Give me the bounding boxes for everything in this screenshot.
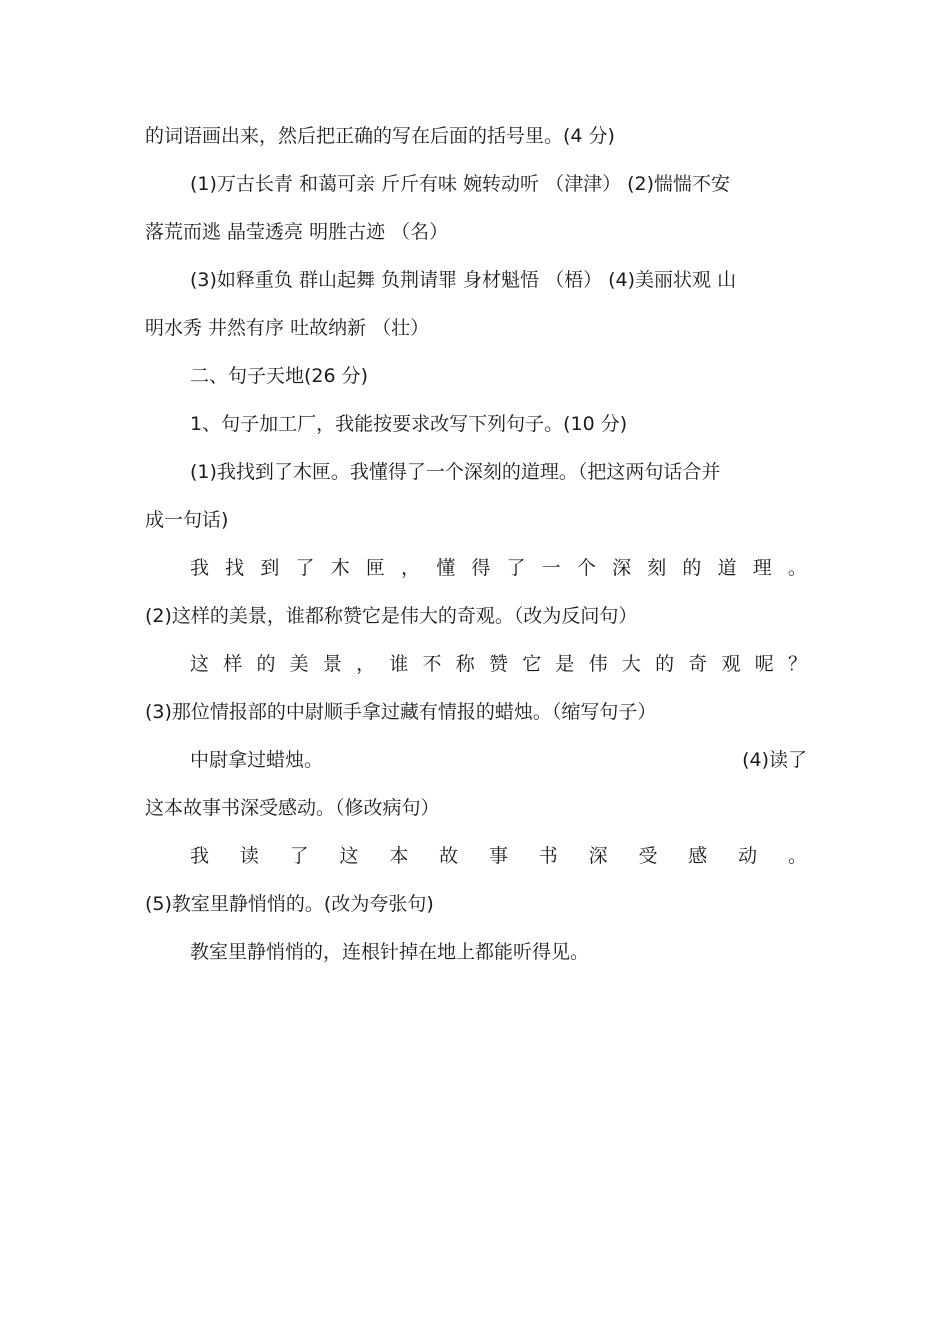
question-2: (2)这样的美景，谁都称赞它是伟大的奇观。（改为反问句） <box>145 605 638 627</box>
answer-2 <box>145 640 807 688</box>
justified-char: 了 <box>289 845 309 867</box>
question-4-start: (4)读了 <box>742 749 807 771</box>
justified-char: 本 <box>389 845 409 867</box>
justified-char: 懂 <box>436 557 456 579</box>
section-heading: 二、句子天地(26 分) <box>190 365 369 387</box>
text-line-5: 明水秀 井然有序 吐故纳新 （壮） <box>145 317 430 339</box>
justified-char: 。 <box>787 845 807 867</box>
document-body <box>145 112 807 976</box>
justified-char: 这 <box>339 845 359 867</box>
answer-3: 中尉拿过蜡烛。 <box>190 749 324 771</box>
justified-char: ， <box>356 653 376 675</box>
justified-char: 我 <box>190 845 210 867</box>
justified-char: 我 <box>190 557 210 579</box>
justified-char: 刻 <box>647 557 667 579</box>
justified-char: 是 <box>555 653 575 675</box>
question-heading: 1、句子加工厂，我能按要求改写下列句子。(10 分) <box>190 413 628 435</box>
justified-char: 赞 <box>488 653 508 675</box>
justified-char: 的 <box>655 653 675 675</box>
text-line-3: 落荒而逃 晶莹透亮 明胜古迹 （名） <box>145 221 449 243</box>
justified-char: 不 <box>422 653 442 675</box>
text-line-1: 的词语画出来，然后把正确的写在后面的括号里。(4 分) <box>145 125 615 147</box>
justified-char: 这 <box>190 653 210 675</box>
justified-char: 事 <box>488 845 508 867</box>
question-4: 这本故事书深受感动。（修改病句） <box>145 797 440 819</box>
justified-char: 到 <box>260 557 280 579</box>
justified-char: 奇 <box>688 653 708 675</box>
justified-char: 观 <box>721 653 741 675</box>
justified-char: 了 <box>295 557 315 579</box>
justified-char: 一 <box>541 557 561 579</box>
justified-char: 呢 <box>754 653 774 675</box>
justified-char: 理 <box>752 557 772 579</box>
justified-char: 了 <box>506 557 526 579</box>
justified-char: 故 <box>439 845 459 867</box>
justified-char: 受 <box>638 845 658 867</box>
text-line-4: (3)如释重负 群山起舞 负荆请罪 身材魁悟 （梧） (4)美丽状观 山 <box>190 269 737 291</box>
text-line-2: (1)万古长青 和蔼可亲 斤斤有味 婉转动听 （津津） (2)惴惴不安 <box>190 173 731 195</box>
answer-5: 教室里静悄悄的，连根针掉在地上都能听得见。 <box>190 941 590 963</box>
justified-char: 样 <box>223 653 243 675</box>
justified-char: 深 <box>588 845 608 867</box>
question-5: (5)教室里静悄悄的。(改为夸张句) <box>145 893 434 915</box>
question-1-continued: 成一句话) <box>145 509 229 531</box>
justified-char: 景 <box>322 653 342 675</box>
justified-char: 得 <box>471 557 491 579</box>
justified-char: 读 <box>239 845 259 867</box>
justified-char: 谁 <box>389 653 409 675</box>
justified-char: 匣 <box>365 557 385 579</box>
justified-char: 个 <box>576 557 596 579</box>
justified-char: ， <box>401 557 421 579</box>
justified-char: 的 <box>682 557 702 579</box>
justified-char: 木 <box>330 557 350 579</box>
justified-char: 道 <box>717 557 737 579</box>
justified-char: 书 <box>538 845 558 867</box>
justified-char: 动 <box>738 845 758 867</box>
justified-char: 。 <box>787 557 807 579</box>
question-3: (3)那位情报部的中尉顺手拿过藏有情报的蜡烛。（缩写句子） <box>145 701 657 723</box>
answer-3-row <box>145 736 807 784</box>
answer-4 <box>145 832 807 880</box>
justified-char: 称 <box>455 653 475 675</box>
answer-1 <box>145 544 807 592</box>
justified-char: 找 <box>225 557 245 579</box>
question-1: (1)我找到了木匣。我懂得了一个深刻的道理。（把这两句话合并 <box>190 461 721 483</box>
justified-char: 的 <box>256 653 276 675</box>
justified-char: 大 <box>621 653 641 675</box>
justified-char: 美 <box>289 653 309 675</box>
justified-char: 深 <box>612 557 632 579</box>
justified-char: 伟 <box>588 653 608 675</box>
justified-char: 感 <box>688 845 708 867</box>
justified-char: ？ <box>787 653 807 675</box>
justified-char: 它 <box>522 653 542 675</box>
